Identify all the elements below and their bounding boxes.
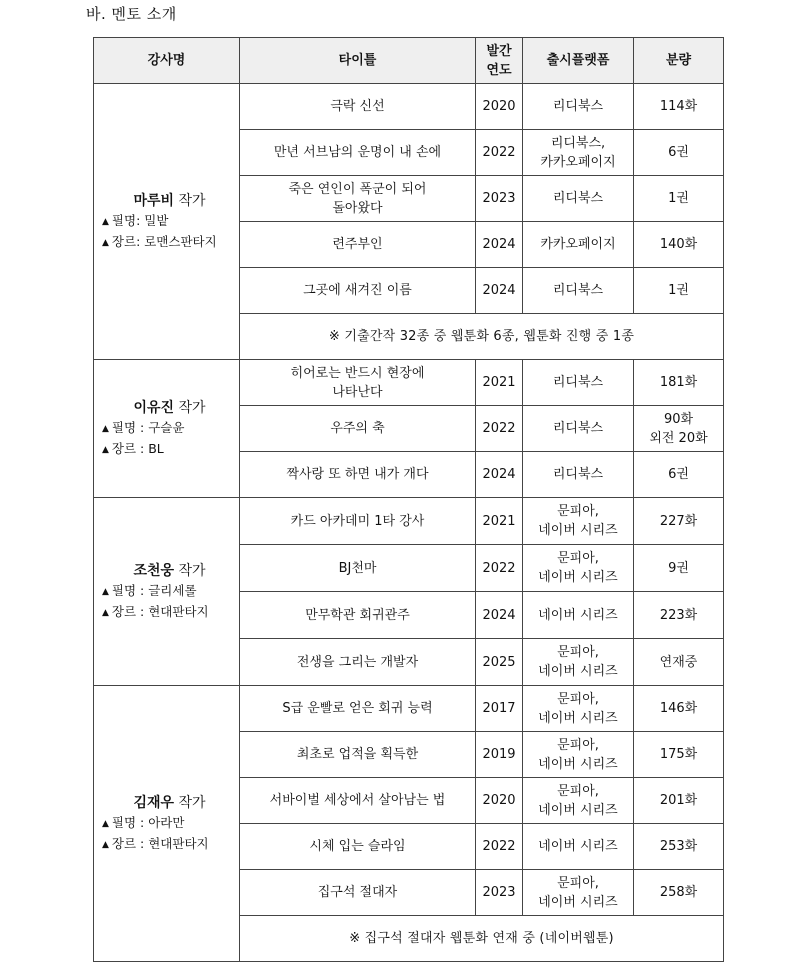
header-mentor: 강사명 xyxy=(94,38,240,84)
header-year xyxy=(476,38,523,84)
mentor-penname: ▲ 필명 : 구슬윤 xyxy=(102,418,237,439)
work-year: 2022 xyxy=(476,824,523,870)
work-title: 서바이벌 세상에서 살아남는 법 xyxy=(240,778,476,824)
work-platform: 문피아, 네이버 시리즈 xyxy=(523,686,634,732)
work-platform: 카카오페이지 xyxy=(523,222,634,268)
work-title: 시체 입는 슬라임 xyxy=(240,824,476,870)
work-year: 2024 xyxy=(476,592,523,639)
header-volume: 분량 xyxy=(634,38,724,84)
mentor-note: ※ 기출간작 32종 중 웹툰화 6종, 웹툰화 진행 중 1종 xyxy=(240,314,724,360)
header-title: 타이틀 xyxy=(240,38,476,84)
work-platform: 문피아, 네이버 시리즈 xyxy=(523,639,634,686)
work-title: 그곳에 새겨진 이름 xyxy=(240,268,476,314)
work-year: 2020 xyxy=(476,778,523,824)
mentor-name: 김재우 작가 xyxy=(133,794,206,811)
work-year: 2020 xyxy=(476,84,523,130)
mentor-cell xyxy=(94,360,240,498)
work-platform: 네이버 시리즈 xyxy=(523,592,634,639)
mentor-name: 마루비 작가 xyxy=(133,192,206,209)
work-volume: 연재중 xyxy=(634,639,724,686)
mentor-genre: ▲ 장르 : 현대판타지 xyxy=(102,602,237,623)
work-platform: 리디북스 xyxy=(523,406,634,452)
work-platform: 리디북스 xyxy=(523,360,634,406)
work-title: 히어로는 반드시 현장에 나타난다 xyxy=(240,360,476,406)
work-volume: 140화 xyxy=(634,222,724,268)
triangle-bullet-icon: ▲ xyxy=(102,818,109,829)
work-volume: 90화 외전 20화 xyxy=(634,406,724,452)
triangle-bullet-icon: ▲ xyxy=(102,444,109,455)
work-title: 죽은 연인이 폭군이 되어 돌아왔다 xyxy=(240,176,476,222)
work-volume: 258화 xyxy=(634,870,724,916)
mentor-genre: ▲ 장르 : 현대판타지 xyxy=(102,834,237,855)
mentor-cell xyxy=(94,686,240,962)
mentor-cell xyxy=(94,498,240,686)
triangle-bullet-icon: ▲ xyxy=(102,586,109,597)
work-year: 2023 xyxy=(476,870,523,916)
triangle-bullet-icon: ▲ xyxy=(102,237,109,248)
work-volume: 175화 xyxy=(634,732,724,778)
work-volume: 223화 xyxy=(634,592,724,639)
work-platform: 리디북스 xyxy=(523,84,634,130)
mentor-name: 조천웅 작가 xyxy=(133,562,206,579)
work-volume: 201화 xyxy=(634,778,724,824)
table-row xyxy=(94,498,724,545)
work-platform: 리디북스 xyxy=(523,452,634,498)
work-platform: 문피아, 네이버 시리즈 xyxy=(523,732,634,778)
work-volume: 181화 xyxy=(634,360,724,406)
work-title: 집구석 절대자 xyxy=(240,870,476,916)
work-year: 2019 xyxy=(476,732,523,778)
mentor-genre: ▲ 장르 : BL xyxy=(102,439,237,460)
table-row xyxy=(94,686,724,732)
work-title: 최초로 업적을 획득한 xyxy=(240,732,476,778)
work-year: 2022 xyxy=(476,130,523,176)
header-year-line1: 발간 xyxy=(486,43,512,59)
work-title: 극락 신선 xyxy=(240,84,476,130)
work-year: 2022 xyxy=(476,545,523,592)
work-title: S급 운빨로 얻은 회귀 능력 xyxy=(240,686,476,732)
work-volume: 114화 xyxy=(634,84,724,130)
mentor-genre: ▲ 장르: 로맨스판타지 xyxy=(102,232,237,253)
work-year: 2024 xyxy=(476,268,523,314)
work-year: 2025 xyxy=(476,639,523,686)
header-platform: 출시플랫폼 xyxy=(523,38,634,84)
work-platform: 네이버 시리즈 xyxy=(523,824,634,870)
work-platform: 문피아, 네이버 시리즈 xyxy=(523,498,634,545)
header-row xyxy=(94,38,724,84)
triangle-bullet-icon: ▲ xyxy=(102,423,109,434)
work-title: 만년 서브남의 운명이 내 손에 xyxy=(240,130,476,176)
work-year: 2017 xyxy=(476,686,523,732)
work-title: 짝사랑 또 하면 내가 개다 xyxy=(240,452,476,498)
work-volume: 6권 xyxy=(634,130,724,176)
work-title: 카드 아카데미 1타 강사 xyxy=(240,498,476,545)
work-title: 만무학관 회귀관주 xyxy=(240,592,476,639)
triangle-bullet-icon: ▲ xyxy=(102,216,109,227)
work-year: 2021 xyxy=(476,360,523,406)
work-platform: 리디북스, 카카오페이지 xyxy=(523,130,634,176)
work-volume: 1권 xyxy=(634,176,724,222)
header-year-line2: 연도 xyxy=(486,62,512,78)
mentor-table xyxy=(93,37,724,962)
work-volume: 227화 xyxy=(634,498,724,545)
work-platform: 리디북스 xyxy=(523,176,634,222)
work-year: 2022 xyxy=(476,406,523,452)
section-heading: 바. 멘토 소개 xyxy=(86,5,177,23)
work-volume: 1권 xyxy=(634,268,724,314)
mentor-penname: ▲ 필명 : 아라만 xyxy=(102,813,237,834)
work-title: BJ천마 xyxy=(240,545,476,592)
mentor-penname: ▲ 필명 : 글리세롤 xyxy=(102,581,237,602)
table-row xyxy=(94,360,724,406)
mentor-cell xyxy=(94,84,240,360)
work-platform: 리디북스 xyxy=(523,268,634,314)
work-volume: 6권 xyxy=(634,452,724,498)
work-volume: 253화 xyxy=(634,824,724,870)
work-year: 2023 xyxy=(476,176,523,222)
work-year: 2024 xyxy=(476,452,523,498)
work-title: 전생을 그리는 개발자 xyxy=(240,639,476,686)
triangle-bullet-icon: ▲ xyxy=(102,607,109,618)
work-platform: 문피아, 네이버 시리즈 xyxy=(523,778,634,824)
work-year: 2024 xyxy=(476,222,523,268)
work-title: 련주부인 xyxy=(240,222,476,268)
mentor-name: 이유진 작가 xyxy=(133,399,206,416)
work-title: 우주의 축 xyxy=(240,406,476,452)
work-volume: 146화 xyxy=(634,686,724,732)
table-row xyxy=(94,84,724,130)
mentor-penname: ▲ 필명: 밀밭 xyxy=(102,211,237,232)
triangle-bullet-icon: ▲ xyxy=(102,839,109,850)
work-platform: 문피아, 네이버 시리즈 xyxy=(523,545,634,592)
work-volume: 9권 xyxy=(634,545,724,592)
work-platform: 문피아, 네이버 시리즈 xyxy=(523,870,634,916)
mentor-note: ※ 집구석 절대자 웹툰화 연재 중 (네이버웹툰) xyxy=(240,916,724,962)
work-year: 2021 xyxy=(476,498,523,545)
